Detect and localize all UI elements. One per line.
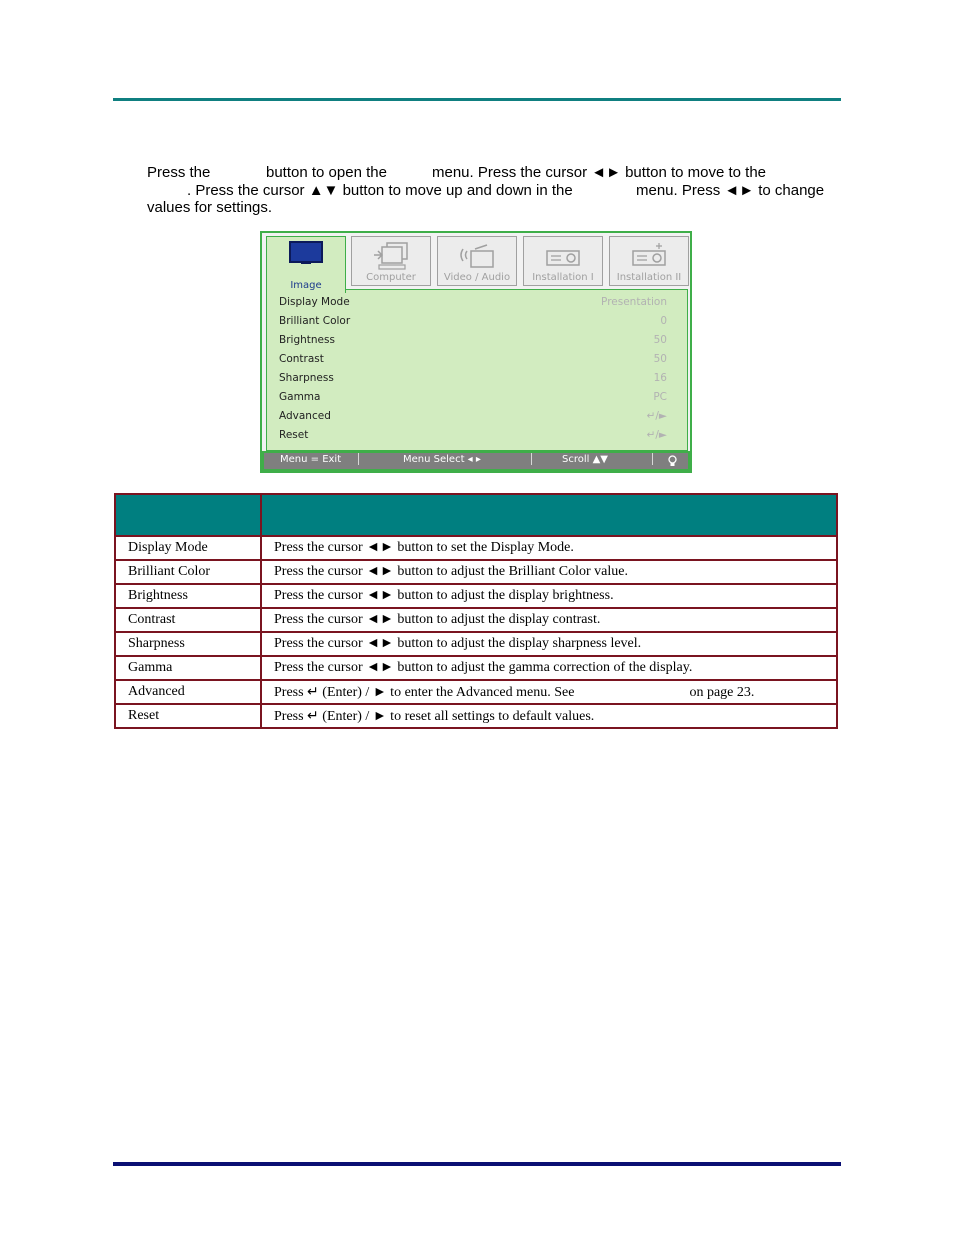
osd-row-label: Contrast	[279, 353, 324, 365]
tab-label: Video / Audio	[443, 272, 511, 283]
osd-row-label: Display Mode	[279, 296, 350, 308]
table-row	[115, 536, 837, 560]
osd-row-value: 0	[660, 315, 667, 327]
osd-row-value: ↵/►	[646, 410, 667, 422]
osd-row-value: Presentation	[601, 296, 667, 308]
tab-installation-2[interactable]	[609, 236, 689, 286]
table-cell-item: Brightness	[115, 584, 261, 608]
osd-row-value: 50	[653, 353, 667, 365]
table-cell-description: Press ↵ (Enter) / ► to reset all settings to default values.	[261, 704, 837, 728]
projector-icon	[543, 241, 583, 271]
table-cell-description: Press the cursor ◄► button to adjust the display sharpness level.	[261, 632, 837, 656]
tab-computer[interactable]	[351, 236, 431, 286]
intro-text: . Press the cursor ▲▼ button to move up and down in the	[187, 181, 573, 199]
table-cell-item: Gamma	[115, 656, 261, 680]
table-cell-item: Display Mode	[115, 536, 261, 560]
osd-row-sharpness[interactable]	[279, 370, 667, 389]
osd-row-label: Brightness	[279, 334, 335, 346]
osd-row-gamma[interactable]	[279, 389, 667, 408]
osd-settings-panel	[266, 289, 688, 451]
video-audio-icon	[457, 241, 497, 271]
tab-video-audio[interactable]	[437, 236, 517, 286]
osd-row-label: Reset	[279, 429, 309, 441]
header-rule	[113, 98, 841, 101]
divider	[531, 453, 532, 465]
intro-text: button to open the	[266, 164, 387, 181]
table-row	[115, 704, 837, 728]
intro-line-3	[147, 199, 837, 217]
osd-row-value: 16	[653, 372, 667, 384]
table-header-item	[115, 494, 261, 536]
tab-label: Installation I	[532, 272, 594, 283]
divider	[652, 453, 653, 465]
menu-select-hint: Menu Select ◂ ▸	[403, 454, 481, 465]
tab-label: Image	[290, 280, 322, 291]
divider	[358, 453, 359, 465]
lamp-icon	[668, 455, 677, 467]
table-cell-item: Brilliant Color	[115, 560, 261, 584]
osd-row-value: ↵/►	[646, 429, 667, 441]
table-cell-item: Contrast	[115, 608, 261, 632]
osd-row-reset[interactable]	[279, 427, 667, 446]
table-cell-description: Press the cursor ◄► button to adjust the display brightness.	[261, 584, 837, 608]
description-text: Press ↵ (Enter) / ► to enter the Advanced menu. See	[274, 684, 575, 700]
intro-text: values for settings.	[147, 199, 273, 216]
table-cell-description: Press the cursor ◄► button to adjust the display contrast.	[261, 608, 837, 632]
settings-table	[114, 493, 838, 729]
table-row	[115, 560, 837, 584]
osd-row-label: Brilliant Color	[279, 315, 351, 327]
osd-row-label: Sharpness	[279, 372, 334, 384]
table-row	[115, 680, 837, 704]
osd-row-advanced[interactable]	[279, 408, 667, 427]
table-header-description	[261, 494, 837, 536]
menu-exit-hint: Menu = Exit	[280, 454, 342, 465]
intro-text: menu. Press the cursor ◄► button to move to the	[432, 164, 767, 181]
intro-text: Press the	[147, 164, 211, 181]
intro-line-2	[147, 182, 837, 200]
osd-row-contrast[interactable]	[279, 351, 667, 370]
tab-label: Computer	[366, 272, 416, 283]
osd-row-value: 50	[653, 334, 667, 346]
table-cell-item: Sharpness	[115, 632, 261, 656]
osd-row-label: Gamma	[279, 391, 321, 403]
osd-menu	[260, 231, 692, 473]
table-row	[115, 632, 837, 656]
osd-status-bar	[262, 451, 690, 471]
osd-row-brilliant-color[interactable]	[279, 313, 667, 332]
table-row	[115, 656, 837, 680]
tab-label: Installation II	[616, 272, 682, 283]
table-cell-description: Press the cursor ◄► button to adjust the Brilliant Color value.	[261, 560, 837, 584]
scroll-hint: Scroll ▲▼	[562, 454, 608, 465]
table-cell-description: Press the cursor ◄► button to set the Display Mode.	[261, 536, 837, 560]
osd-row-display-mode[interactable]	[279, 294, 667, 313]
osd-row-label: Advanced	[279, 410, 331, 422]
table-row	[115, 584, 837, 608]
table-cell-description: Press the cursor ◄► button to adjust the gamma correction of the display.	[261, 656, 837, 680]
table-cell-item: Reset	[115, 704, 261, 728]
table-cell-item: Advanced	[115, 680, 261, 704]
projector-settings-icon	[629, 241, 669, 271]
table-row	[115, 608, 837, 632]
osd-row-brightness[interactable]	[279, 332, 667, 351]
footer-rule	[113, 1162, 841, 1166]
tab-image[interactable]	[266, 236, 346, 293]
intro-text: menu. Press ◄► to change	[636, 181, 825, 199]
intro-line-1	[147, 164, 837, 182]
computer-icon	[371, 241, 411, 271]
tab-installation-1[interactable]	[523, 236, 603, 286]
intro-paragraph	[147, 164, 837, 217]
table-cell-description	[261, 680, 837, 704]
table-header-row	[115, 494, 837, 536]
page-reference: on page 23.	[689, 684, 755, 700]
monitor-icon	[289, 241, 323, 265]
osd-row-value: PC	[653, 391, 667, 403]
